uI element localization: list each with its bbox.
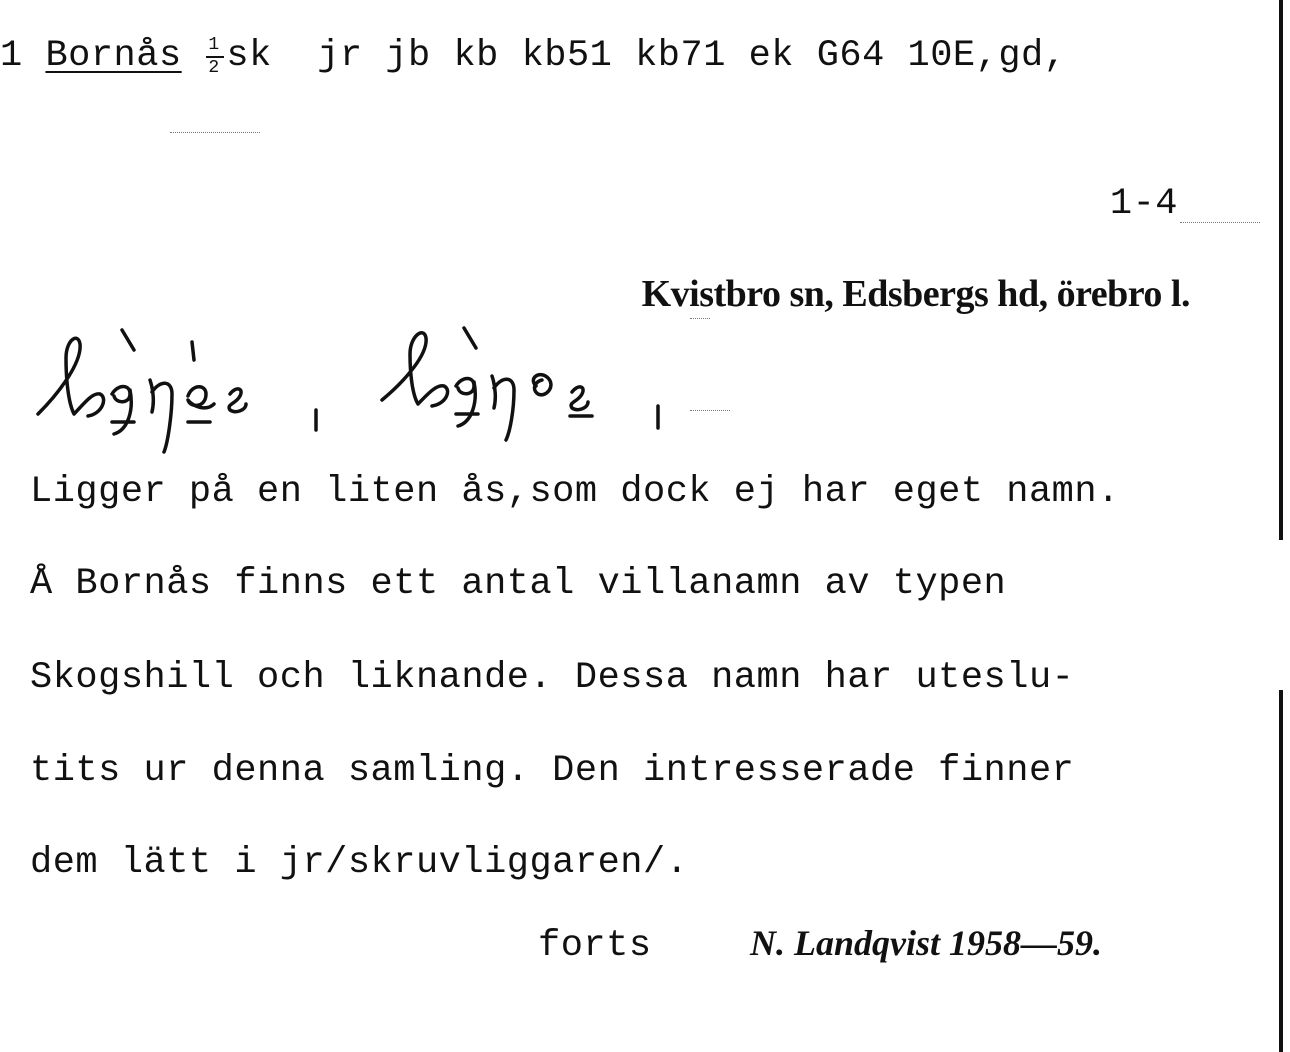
card-edge-line	[1279, 0, 1283, 1052]
card-edge-gap	[1279, 540, 1283, 690]
header-number: 1	[0, 35, 23, 77]
fraction-numerator: 1	[208, 35, 220, 55]
header-place-name: Bornås	[45, 35, 182, 77]
scan-speck	[690, 318, 710, 320]
body-line-3: Skogshill och liknande. Dessa namn har uteslu-	[30, 657, 1075, 699]
card-number: 1-4	[1109, 183, 1178, 225]
scan-speck	[170, 132, 260, 134]
header-sources: jr jb kb kb51 kb71 ek G64 10E,gd,	[317, 35, 1067, 77]
scan-speck	[1180, 222, 1260, 224]
body-line-5: dem lätt i jr/skruvliggaren/.	[30, 842, 689, 884]
location-line: Kvistbro sn, Edsbergs hd, örebro l.	[641, 273, 1190, 315]
body-line-1: Ligger på en liten ås,som dock ej har eget namn.	[30, 471, 1120, 513]
header-line	[0, 35, 1067, 78]
header-fraction-suffix: sk	[226, 35, 272, 77]
scan-speck	[690, 410, 730, 412]
fraction-denominator: 2	[208, 58, 220, 78]
header-fraction	[204, 35, 226, 78]
body-line-4: tits ur denna samling. Den intresserade finner	[30, 750, 1075, 792]
body-line-2: Å Bornås finns ett antal villanamn av typen	[30, 563, 1007, 605]
phonetic-transcription	[30, 322, 730, 462]
signature: N. Landqvist 1958—59.	[750, 923, 1103, 963]
forts-label: forts	[538, 925, 652, 967]
